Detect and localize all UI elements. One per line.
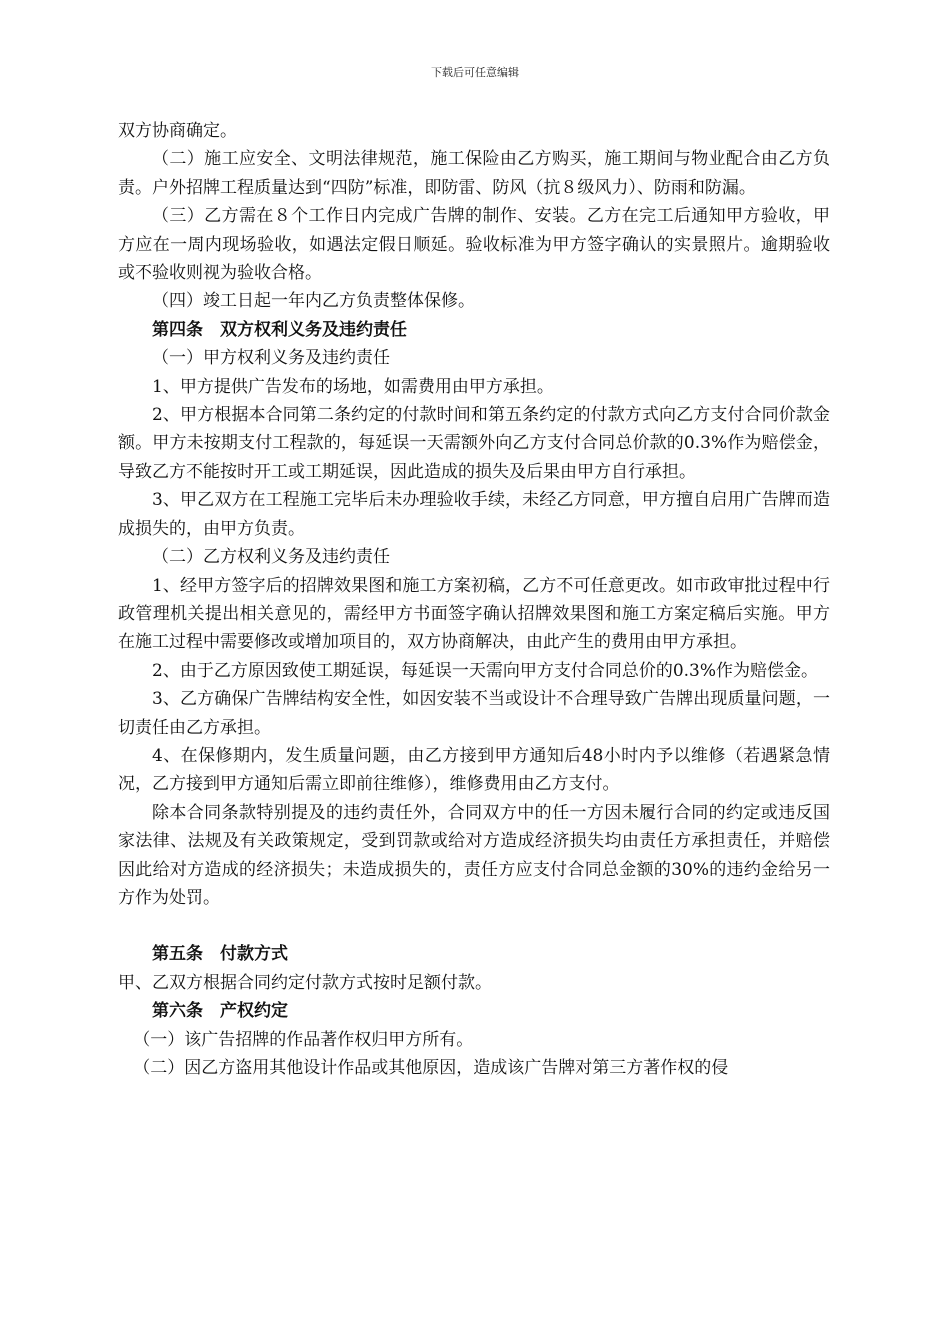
paragraph: 2、甲方根据本合同第二条约定的付款时间和第五条约定的付款方式向乙方支付合同价款金额。甲方未按期支付工程款的，每延误一天需额外向乙方支付合同总价款的0.3%作为赔偿金，导致乙方不能按时开工或工期延误，因此造成的损失及后果由甲方自行承担。 [118, 405, 830, 482]
paragraph: 1、经甲方签字后的招牌效果图和施工方案初稿，乙方不可任意更改。如市政审批过程中行政管理机关提出相关意见的，需经甲方书面签字确认招牌效果图和施工方案定稿后实施。甲方在施工过程中需要修改或增加项目的，双方协商解决，由此产生的费用由甲方承担。 [118, 575, 830, 653]
subsection-heading: （一）甲方权利义务及违约责任 [152, 348, 390, 369]
paragraph: （三）乙方需在８个工作日内完成广告牌的制作、安装。乙方在完工后通知甲方验收，甲方应在一周内现场验收，如遇法定假日顺延。验收标准为甲方签字确认的实景照片。逾期验收或不验收则视为验收合格。 [118, 206, 830, 284]
section-heading: 第四条 双方权利义务及违约责任 [152, 319, 407, 340]
paragraph: （二）因乙方盗用其他设计作品或其他原因，造成该广告牌对第三方著作权的侵 [133, 1058, 729, 1078]
paragraph: （一）该广告招牌的作品著作权归甲方所有。 [133, 1029, 474, 1050]
paragraph: 除本合同条款特别提及的违约责任外，合同双方中的任一方因未履行合同的约定或违反国家法律、法规及有关政策规定，受到罚款或给对方造成经济损失均由责任方承担责任，并赔偿因此给对方造成的经济损失；未造成损失的，责任方应支付合同总金额的30%的违约金给另一方作为处罚。 [118, 802, 830, 908]
paragraph: 2、由于乙方原因致使工期延误，每延误一天需向甲方支付合同总价的0.3%作为赔偿金。 [152, 660, 819, 681]
page-header: 下载后可任意编辑 [431, 66, 519, 79]
paragraph: 3、甲乙双方在工程施工完毕后未办理验收手续，未经乙方同意，甲方擅自启用广告牌而造成损失的，由甲方负责。 [118, 490, 830, 539]
paragraph: 双方协商确定。 [118, 121, 237, 141]
paragraph: （四）竣工日起一年内乙方负责整体保修。 [152, 291, 475, 312]
paragraph: 4、在保修期内，发生质量问题，由乙方接到甲方通知后48小时内予以维修（若遇紧急情况，乙方接到甲方通知后需立即前往维修），维修费用由乙方支付。 [118, 745, 830, 795]
subsection-heading: （二）乙方权利义务及违约责任 [152, 547, 390, 568]
paragraph: （二）施工应安全、文明法律规范，施工保险由乙方购买，施工期间与物业配合由乙方负责。户外招牌工程质量达到“四防”标准，即防雷、防风（抗８级风力）、防雨和防漏。 [118, 149, 830, 198]
paragraph: 甲、乙双方根据合同约定付款方式按时足额付款。 [118, 972, 492, 993]
paragraph: 3、乙方确保广告牌结构安全性，如因安装不当或设计不合理导致广告牌出现质量问题，一切责任由乙方承担。 [118, 689, 830, 738]
paragraph-spacer [118, 912, 830, 940]
section-heading: 第六条 产权约定 [152, 1001, 288, 1022]
document-body [118, 117, 830, 1082]
section-heading: 第五条 付款方式 [152, 944, 288, 965]
paragraph: 1、甲方提供广告发布的场地，如需费用由甲方承担。 [152, 376, 554, 397]
